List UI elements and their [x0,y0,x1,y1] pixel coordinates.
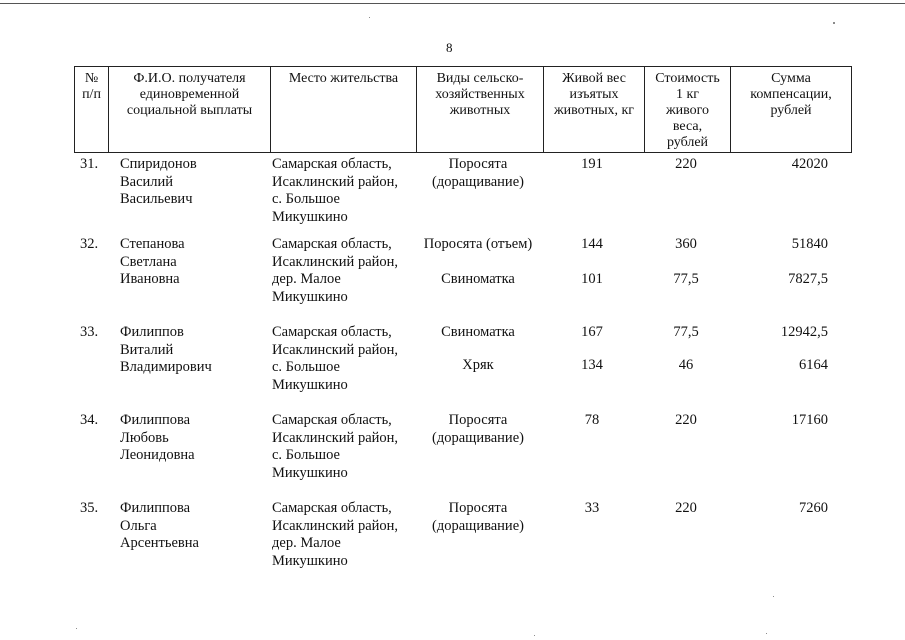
scan-speck [369,17,370,18]
row-number: 33. [80,324,99,340]
compensation-sum: 7827,5 [788,271,828,287]
row-number: 34. [80,412,99,428]
residence: Самарская область, Исаклинский район, с. Большое Микушкино [272,156,399,225]
col-header-number: № п/п [75,67,109,152]
scan-speck [766,633,767,634]
price-per-kg: 77,5 [673,324,699,340]
compensation-sum: 6164 [799,357,828,373]
price-per-kg: 360 [675,236,697,252]
table-header [74,66,852,153]
live-weight: 191 [581,156,603,172]
col-header-recipient: Ф.И.О. получателя единовременной социальной выплаты [109,67,271,152]
col-header-price-per-kg: Стоимость 1 кг живого веса, рублей [645,67,731,152]
price-per-kg: 46 [678,357,694,373]
price-per-kg: 220 [675,156,697,172]
page-number: 8 [446,40,453,55]
scan-speck [833,22,835,24]
animal-type: Поросята (доращивание) [432,500,524,534]
recipient-name: Филиппова Ольга Арсентьевна [120,500,199,551]
animal-type: Поросята (доращивание) [432,156,524,190]
row-number: 31. [80,156,99,172]
live-weight: 33 [584,500,600,516]
row-number: 32. [80,236,99,252]
recipient-name: Спиридонов Василий Васильевич [120,156,197,207]
recipient-name: Филиппова Любовь Леонидовна [120,412,195,463]
compensation-sum: 7260 [799,500,828,516]
live-weight: 134 [581,357,603,373]
animal-type: Свиноматка [441,271,515,287]
scan-speck [76,628,77,629]
animal-type: Поросята (отъем) [423,236,533,252]
scan-speck [773,596,774,597]
recipient-name: Степанова Светлана Ивановна [120,236,185,287]
live-weight: 78 [584,412,600,428]
compensation-sum: 12942,5 [780,324,828,340]
residence: Самарская область, Исаклинский район, дер. Малое Микушкино [272,236,399,305]
col-header-live-weight: Живой вес изъятых животных, кг [544,67,645,152]
price-per-kg: 220 [675,412,697,428]
animal-type: Хряк [462,357,494,373]
col-header-compensation: Сумма компенсации, рублей [750,71,832,118]
live-weight: 167 [581,324,603,340]
live-weight: 144 [581,236,603,252]
animal-type: Свиноматка [441,324,515,340]
row-number: 35. [80,500,99,516]
col-header-animal-type: Виды сельско- хозяйственных животных [417,67,544,152]
price-per-kg: 77,5 [673,271,699,287]
residence: Самарская область, Исаклинский район, с. Большое Микушкино [272,412,399,481]
residence: Самарская область, Исаклинский район, с. Большое Микушкино [272,324,399,393]
residence: Самарская область, Исаклинский район, дер. Малое Микушкино [272,500,399,569]
recipient-name: Филиппов Виталий Владимирович [120,324,212,375]
compensation-sum: 17160 [791,412,828,428]
compensation-sum: 42020 [791,156,828,172]
scan-speck [534,635,535,636]
top-border-line [0,3,905,4]
compensation-sum: 51840 [791,236,828,252]
live-weight: 101 [581,271,603,287]
col-header-residence: Место жительства [271,67,417,152]
animal-type: Поросята (доращивание) [432,412,524,446]
price-per-kg: 220 [675,500,697,516]
